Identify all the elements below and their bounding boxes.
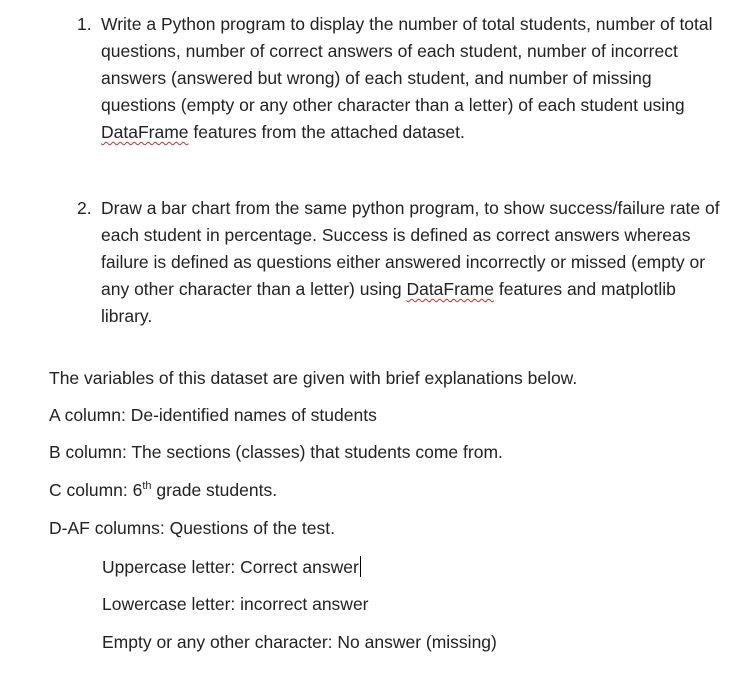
- column-a-description: A column: De-identified names of students: [49, 405, 377, 425]
- question-2-text: [101, 195, 727, 330]
- question-2: [77, 195, 727, 330]
- question-1-spellcheck-word: DataFrame: [101, 122, 189, 142]
- dataset-intro: The variables of this dataset are given with brief explanations below.: [49, 368, 578, 388]
- question-1-text: [101, 11, 727, 146]
- question-2-spellcheck-word: DataFrame: [406, 279, 494, 299]
- column-c-text-before: C column: 6: [49, 480, 143, 500]
- question-2-text-before: Draw a bar chart from the same python program, to show success/failure rate of each student in percentage. Success is defined as correct answers whereas failure is defined as questions either answered incorrectly or missed (empty or any other character than a letter) using: [101, 198, 720, 299]
- legend-uppercase[interactable]: [102, 555, 361, 579]
- question-2-number: 2.: [77, 198, 92, 218]
- text-cursor: [360, 556, 361, 577]
- column-b-description: B column: The sections (classes) that students come from.: [49, 442, 503, 462]
- question-1: [77, 11, 727, 146]
- column-c-superscript: th: [142, 480, 152, 493]
- column-c-text-after: grade students.: [151, 480, 278, 500]
- question-1-text-before: Write a Python program to display the number of total students, number of total questions, number of correct answers of each student, number of incorrect answers (answered but wrong) of each student, and number of missing questions (empty or any other character than a letter) of each student using: [101, 14, 713, 115]
- question-1-number: 1.: [77, 14, 92, 34]
- column-c-description: [49, 478, 277, 502]
- question-1-text-after: features from the attached dataset.: [188, 122, 465, 142]
- legend-uppercase-text: Uppercase letter: Correct answer: [102, 557, 359, 577]
- question-2-text-after: features and matplotlib library.: [101, 279, 676, 326]
- column-d-af-description: D-AF columns: Questions of the test.: [49, 518, 335, 538]
- legend-lowercase: Lowercase letter: incorrect answer: [102, 594, 369, 614]
- legend-empty: Empty or any other character: No answer (missing): [102, 632, 497, 652]
